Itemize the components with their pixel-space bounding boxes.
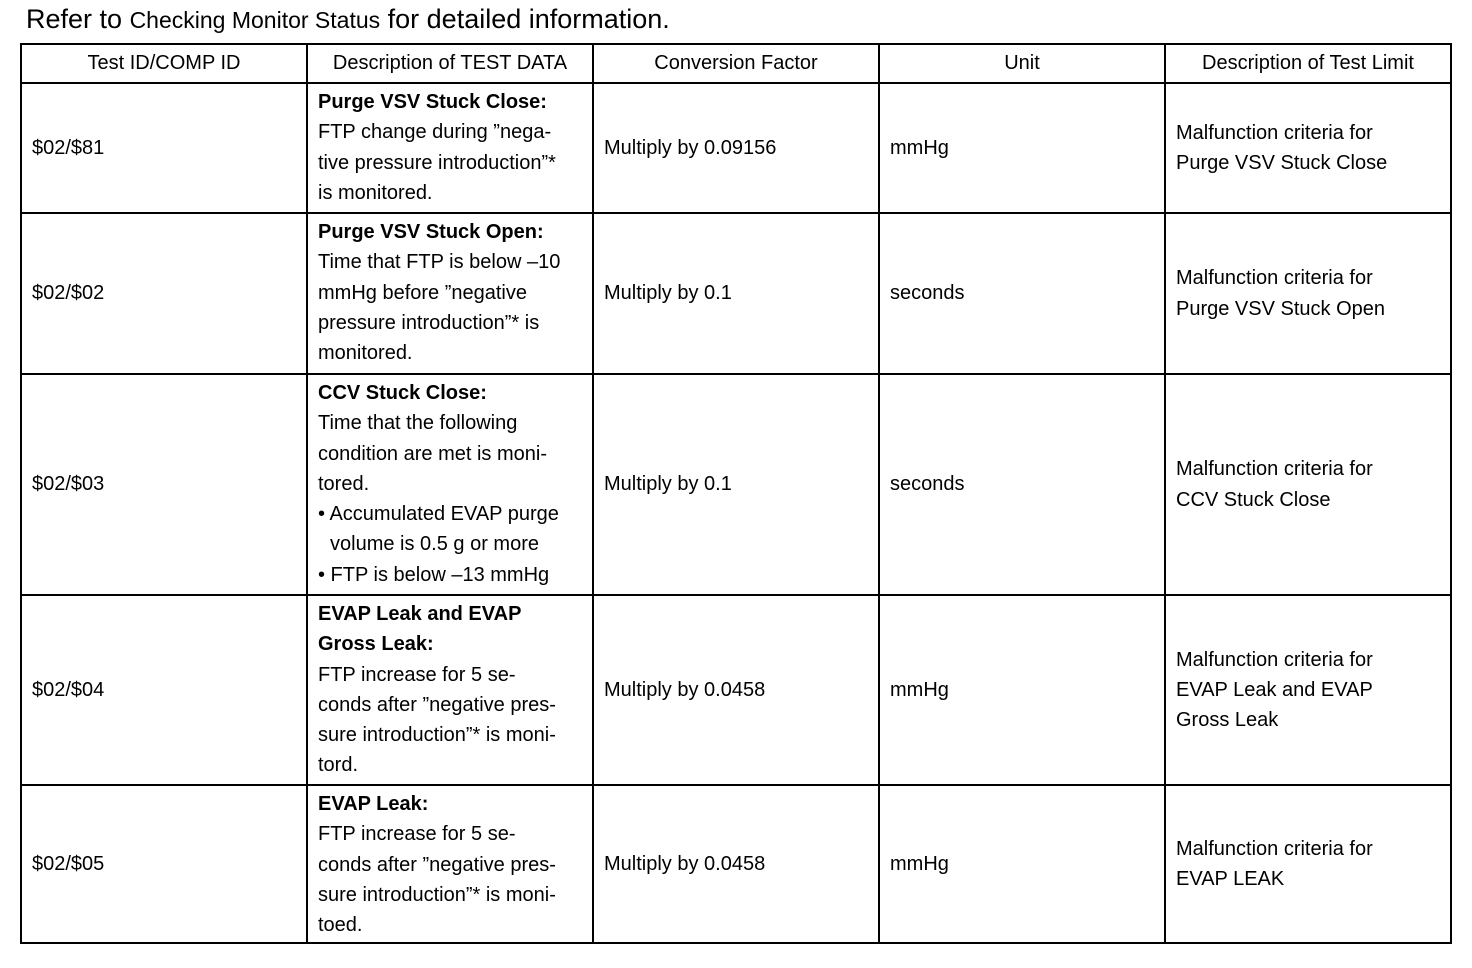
table-row	[21, 785, 1451, 943]
description-title: CCV Stuck Close:	[318, 382, 487, 404]
cell-unit: mmHg	[879, 595, 1165, 785]
header-description-test-data: Description of TEST DATA	[307, 44, 593, 83]
description-line: FTP increase for 5 se-	[318, 663, 516, 686]
description-line: Time that the following	[318, 412, 518, 435]
description-line: tive pressure introduction”*	[318, 151, 556, 174]
limit-line: Purge VSV Stuck Open	[1176, 297, 1386, 320]
description-line: FTP increase for 5 se-	[318, 823, 516, 846]
cell-unit: seconds	[879, 374, 1165, 595]
description-line: conds after ”negative pres-	[318, 853, 556, 876]
cell-conversion-factor: Multiply by 0.0458	[593, 785, 879, 943]
cell-description	[307, 374, 593, 595]
description-line: conds after ”negative pres-	[318, 693, 556, 716]
cell-test-limit	[1165, 595, 1451, 785]
cell-description	[307, 595, 593, 785]
description-line: monitored.	[318, 342, 413, 365]
description-bullet: • FTP is below –13 mmHg	[318, 563, 550, 586]
cell-conversion-factor: Multiply by 0.1	[593, 213, 879, 374]
checking-monitor-status-link[interactable]: Checking Monitor Status	[129, 7, 381, 33]
cell-test-id: $02/$81	[21, 83, 307, 213]
description-line: sure introduction”* is moni-	[318, 883, 556, 906]
description-line: mmHg before ”negative	[318, 281, 527, 304]
limit-line: Malfunction criteria for	[1176, 458, 1373, 481]
description-line: tored.	[318, 472, 370, 495]
table-row	[21, 595, 1451, 785]
monitor-test-table	[20, 43, 1452, 944]
description-line: condition are met is moni-	[318, 442, 547, 465]
limit-line: Purge VSV Stuck Close	[1176, 152, 1388, 174]
description-line: tord.	[318, 754, 359, 777]
cell-test-limit	[1165, 83, 1451, 213]
description-title: EVAP Leak and EVAP Gross Leak:	[318, 603, 522, 656]
cell-description	[307, 785, 593, 943]
cell-conversion-factor: Multiply by 0.0458	[593, 595, 879, 785]
cell-unit: mmHg	[879, 785, 1165, 943]
table-row	[21, 374, 1451, 595]
description-line: sure introduction”* is moni-	[318, 724, 556, 747]
cell-test-limit	[1165, 785, 1451, 943]
header-unit: Unit	[879, 44, 1165, 83]
cell-test-id: $02/$05	[21, 785, 307, 943]
header-conversion-factor: Conversion Factor	[593, 44, 879, 83]
description-line: FTP change during ”nega-	[318, 121, 552, 144]
table-row	[21, 83, 1451, 213]
cell-test-id: $02/$04	[21, 595, 307, 785]
description-title: Purge VSV Stuck Close:	[318, 91, 547, 113]
cell-conversion-factor: Multiply by 0.1	[593, 374, 879, 595]
cell-unit: mmHg	[879, 83, 1165, 213]
header-test-id: Test ID/COMP ID	[21, 44, 307, 83]
limit-line: Malfunction criteria for	[1176, 648, 1373, 671]
cell-test-id: $02/$02	[21, 213, 307, 374]
table-header-row	[21, 44, 1451, 83]
description-line: pressure introduction”* is	[318, 311, 540, 334]
description-line: toed.	[318, 914, 363, 937]
description-bullet: • Accumulated EVAP purge volume is 0.5 g or more	[318, 503, 559, 556]
limit-line: CCV Stuck Close	[1176, 488, 1331, 511]
limit-line: EVAP Leak and EVAP	[1176, 678, 1373, 701]
cell-test-limit	[1165, 374, 1451, 595]
cell-description	[307, 213, 593, 374]
description-title: Purge VSV Stuck Open:	[318, 221, 544, 243]
table-row	[21, 213, 1451, 374]
description-line: Time that FTP is below –10	[318, 251, 561, 274]
intro-suffix: for detailed information.	[387, 4, 670, 34]
cell-conversion-factor: Multiply by 0.09156	[593, 83, 879, 213]
header-description-test-limit: Description of Test Limit	[1165, 44, 1451, 83]
intro-text	[26, 2, 670, 37]
description-line: is monitored.	[318, 181, 433, 204]
cell-unit: seconds	[879, 213, 1165, 374]
limit-line: Malfunction criteria for	[1176, 267, 1373, 290]
intro-prefix: Refer to	[26, 4, 123, 34]
limit-line: Gross Leak	[1176, 709, 1279, 732]
cell-test-limit	[1165, 213, 1451, 374]
cell-description	[307, 83, 593, 213]
cell-test-id: $02/$03	[21, 374, 307, 595]
limit-line: EVAP LEAK	[1176, 868, 1285, 890]
limit-line: Malfunction criteria for	[1176, 837, 1373, 860]
limit-line: Malfunction criteria for	[1176, 121, 1373, 144]
description-title: EVAP Leak:	[318, 793, 429, 815]
